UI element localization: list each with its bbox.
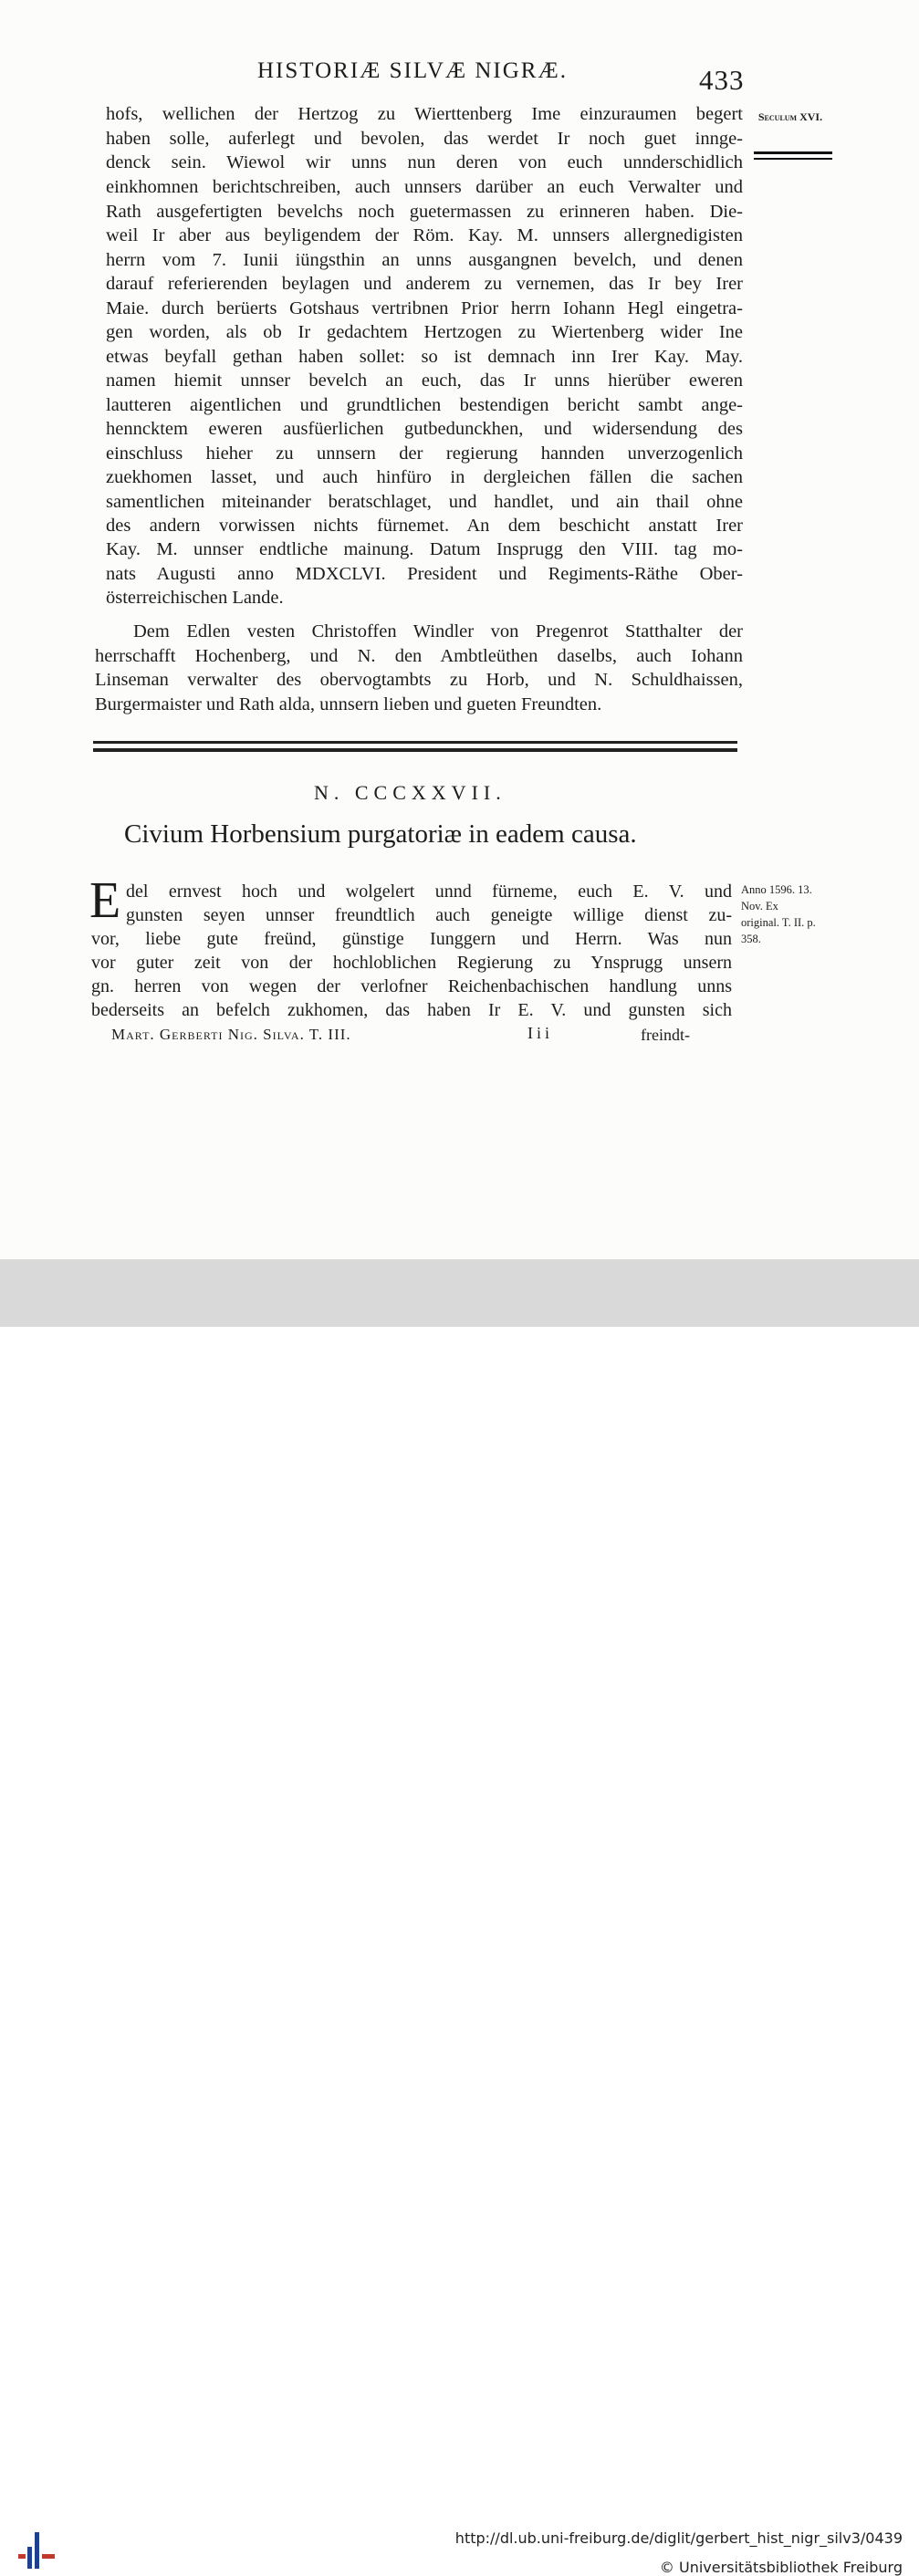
margin-note-century: Seculum XVI.: [757, 110, 823, 123]
text-line: österreichischen Lande.: [106, 588, 284, 608]
margin-note-date: Anno 1596. 13. Nov. Ex original. T. II. p. 358.: [741, 883, 816, 945]
text-line: henncktem eweren ausfüerlichen gutbedunckhen, und widersendung des: [106, 419, 743, 439]
signature-mark: Iii: [527, 1024, 553, 1042]
address-line: herrschafft Hochenberg, und N. den Ambtleüthen daselbs, auch Iohann: [95, 646, 743, 666]
text-line: Kay. M. unnser endtliche mainung. Datum Insprugg den VIII. tag mo-: [106, 539, 743, 559]
address-line: Dem Edlen vesten Christoffen Windler von Pregenrot Statthalter der: [133, 621, 743, 641]
text-line: gen worden, als ob Ir gedachtem Hertzogen zu Wiertenberg wider Ine: [106, 322, 743, 342]
text-line: einschluss hieher zu unnsern der regierung hannden unverzogenlich: [106, 443, 743, 464]
text-line: Rath ausgefertigten bevelchs noch guetermassen zu erinneren haben. Die-: [106, 202, 743, 222]
document-url-link[interactable]: http://dl.ub.uni-freiburg.de/diglit/gerbert_hist_nigr_silv3/0439: [454, 2529, 903, 2547]
text-line: gn. herren von wegen der verlofner Reichenbachischen handlung unns: [91, 976, 732, 996]
library-logo-icon: [18, 2530, 57, 2571]
text-line: bederseits an befelch zukhomen, das haben Ir E. V. und gunsten sich: [91, 1000, 732, 1020]
scanned-page: [0, 0, 919, 1259]
text-line: etwas beyfall gethan haben sollet: so ist demnach inn Irer Kay. May.: [106, 347, 743, 367]
text-line: denck sein. Wiewol wir unns nun deren von euch unnderschidlich: [106, 152, 743, 172]
text-line: zuekhomen lasset, und auch hinfüro in dergleichen fällen die sachen: [106, 467, 743, 487]
text-line: samentlichen miteinander beratschlaget, und handlet, und ain thail ohne: [106, 492, 743, 512]
section-title: Civium Horbensium purgatoriæ in eadem causa.: [124, 819, 637, 849]
address-line: Linseman verwalter des obervogtambts zu Horb, und N. Schuldhaissen,: [95, 670, 743, 690]
copyright-text: © Universitätsbibliothek Freiburg: [659, 2559, 903, 2576]
section-rule: [93, 741, 737, 744]
text-line: des andern vorwissen nichts fürnemet. An dem beschicht anstatt Irer: [106, 516, 743, 536]
viewer-footer-bar: [0, 1259, 919, 2576]
margin-rule: [754, 158, 832, 160]
text-line: vor, liebe gute freünd, günstige Iunggern und Herrn. Was nun: [91, 929, 732, 949]
margin-rule: [754, 151, 832, 154]
signature-line: Mart. Gerberti Nig. Silva. T. III.: [111, 1026, 351, 1043]
text-line: einkhomnen berichtschreiben, auch unnsers darüber an euch Verwalter und: [106, 177, 743, 197]
text-line: lautteren aigentlichen und grundtlichen bestendigen bericht sambt ange-: [106, 395, 743, 415]
text-line: darauf referierenden beylagen und anderem zu vernemen, das Ir bey Irer: [106, 274, 743, 294]
running-title: HISTORIÆ SILVÆ NIGRÆ.: [257, 58, 568, 83]
text-line: herrn vom 7. Iunii iüngsthin an unns ausgangnen bevelch, und denen: [106, 250, 743, 270]
drop-initial: E: [89, 872, 121, 929]
text-line: Maie. durch berüerts Gotshaus vertribnen Prior herrn Iohann Hegl eingetra-: [106, 298, 743, 318]
text-line: weil Ir aber aus beyligendem der Röm. Kay. M. unnsers allergnedigisten: [106, 225, 743, 245]
text-line: haben solle, auferlegt und bevolen, das werdet Ir noch guet innge-: [106, 129, 743, 149]
text-line: gunsten seyen unnser freundtlich auch geneigte willige dienst zu-: [126, 905, 732, 925]
catchword: freindt-: [641, 1026, 690, 1044]
section-rule: [93, 748, 737, 752]
text-line: namen hiemit unnser bevelch an euch, das Ir unns hierüber eweren: [106, 370, 743, 391]
address-line: Burgermaister und Rath alda, unnsern lieben und gueten Freundten.: [95, 694, 602, 714]
text-line: hofs, wellichen der Hertzog zu Wierttenberg Ime einzuraumen begert: [106, 104, 743, 124]
text-line: vor guter zeit von der hochloblichen Regierung zu Ynsprugg unsern: [91, 953, 732, 973]
section-number: N. CCCXXVII.: [314, 781, 506, 804]
text-line: del ernvest hoch und wolgelert unnd fürneme, euch E. V. und: [126, 881, 732, 902]
page-number: 433: [699, 64, 745, 96]
text-line: nats Augusti anno MDXCLVI. President und Regiments-Räthe Ober-: [106, 564, 743, 584]
